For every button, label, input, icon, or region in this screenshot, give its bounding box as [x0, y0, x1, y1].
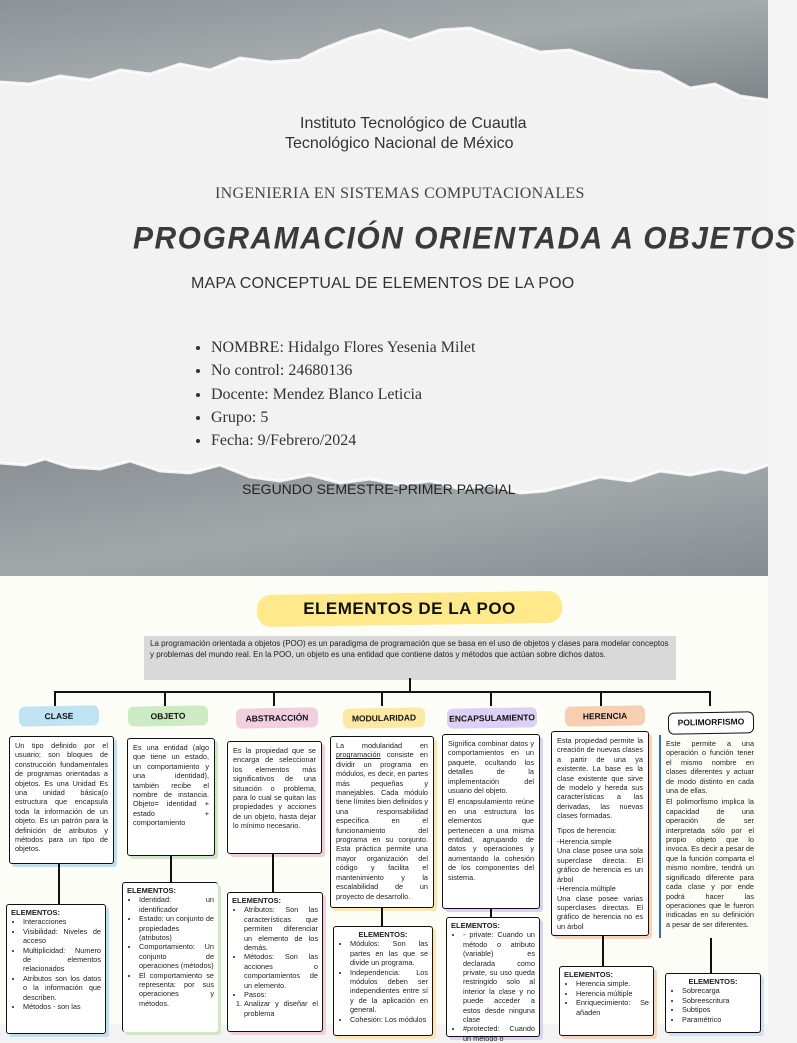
connector-objeto — [164, 691, 166, 706]
connector-abstraccion — [273, 691, 275, 706]
torn-paper-top — [0, 0, 768, 120]
abstraccion-steps-list: 1. Analizar y diseñar el problema — [232, 999, 318, 1018]
category-abstraccion: ABSTRACCIÓN — [236, 707, 318, 728]
card-encapsulamiento-elements: ELEMENTOS: • - private: Cuando un método o atributo (variable) es declarada como private, su uso queda restringido solo al interior la clase y no puede acceder a estos desde ninguna clase • #protected: Cuando un método o — [446, 917, 540, 1037]
student-info-list — [195, 336, 475, 452]
card-herencia-elements: ELEMENTOS: • Herencia simple. • Herencia múltiple • Enriquecimiento: Se añaden — [559, 966, 654, 1036]
page-title: PROGRAMACIÓN ORIENTADA A OBJETOS — [133, 221, 797, 256]
connector-root — [409, 678, 411, 691]
category-encapsulamiento: ENCAPSULAMIENTO — [447, 707, 537, 729]
card-modularidad-elements: ELEMENTOS: • Módulos: Son las partes en las que se divide un programa. • Independencia: Los módulos deben ser independientes entre sí y de la aplicación en general. • Cohesión: Los módulos — [333, 926, 433, 1036]
abstraccion-elements-list: • Atributos: Son las características que permiten diferenciar un elemento de los demás. • Métodos: Son las acciones o comportamientos de un elemento. • Pasos: — [232, 905, 318, 999]
info-date: • Fecha: 9/Febrero/2024 — [211, 429, 475, 452]
institute-name: Instituto Tecnológico de Cuautla — [300, 115, 527, 132]
info-name: • NOMBRE: Hidalgo Flores Yesenia Milet — [211, 336, 475, 359]
card-abstraccion-description: Es la propiedad que se encarga de seleccionar los elementos más significativos de una situación o problema, para lo cual se quitan las propiedades y acciones de un objeto, hasta dejar lo mínimo necesario. — [227, 741, 322, 854]
torn-paper-bottom — [0, 455, 768, 576]
concept-map — [0, 576, 768, 1043]
card-abstraccion-elements: ELEMENTOS: • Atributos: Son las características que permiten diferenciar un elemento de los demás. • Métodos: Son las acciones o comportamientos de un elemento. • Pasos: 1. Analizar y diseñar el problema — [227, 892, 323, 1032]
modularidad-elements-list: • Módulos: Son las partes en las que se divide un programa. • Independencia: Los módulos deben ser independientes entre sí y de la aplicación en general. • Cohesión: Los módulos — [338, 939, 428, 1024]
connector-polimorfismo — [709, 691, 711, 706]
card-polimorfismo-description: Este permite a una operación o función tener el mismo nombre en clases diferentes y actuar de modo distinto en cada una de ellas. El polimorfismo implica la capacidad de una operación de ser interpretada sólo por el propio objeto que lo invoca. Es decir a pesar de que la función comparta el mismo nombre, tendrá un significado diferente para cada clase y por ende podrá hacer las operaciones que le fueron indicadas en su definición a pesar de ser diferentes. — [659, 735, 759, 938]
info-group: • Grupo: 5 — [211, 406, 475, 429]
connector-encapsulamiento — [490, 691, 492, 706]
card-clase-elements: ELEMENTOS: • Interacciones • Visibilidad: Niveles de acceso • Multiplicidad: Numero de elementos relacionados • Atributos son los datos o la información que describen. • Métodos - son las — [6, 904, 106, 1034]
connector-modularidad-elements — [381, 908, 383, 926]
connector-clase-elements — [58, 864, 60, 904]
card-objeto-description: Es una entidad (algo que tiene un estado, un comportamiento y una identidad), también recibe el nombre de instancia. Objeto= identidad + estado + comportamiento — [127, 738, 215, 856]
card-polimorfismo-elements: ELEMENTOS: • Sobrecarga • Sobreescritura • Subtipos • Paramétrico — [665, 973, 761, 1033]
polimorfismo-elements-list: • Sobrecarga • Sobreescritura • Subtipos • Paramétrico — [670, 986, 756, 1024]
info-teacher: • Docente: Mendez Blanco Leticia — [211, 383, 475, 406]
category-objeto: OBJETO — [128, 705, 208, 726]
connector-encapsulamiento-elements — [490, 909, 492, 917]
category-polimorfismo: POLIMORFISMO — [668, 711, 754, 734]
career-name: INGENIERIA EN SISTEMAS COMPUTACIONALES — [215, 185, 585, 202]
connector-objeto-elements — [170, 856, 172, 884]
info-control: • No control: 24680136 — [211, 359, 475, 382]
category-clase: CLASE — [19, 705, 99, 726]
category-herencia: HERENCIA — [565, 705, 645, 726]
connector-herencia — [600, 691, 602, 706]
intro-box: La programación orientada a objetos (POO) es un paradigma de programación que se basa en el uso de objetos y clases para modelar conceptos y problemas del mundo real. En la POO, un objeto es una entidad que contiene datos y métodos que actúan sobre dichos datos. — [144, 636, 676, 680]
connector-clase — [54, 691, 56, 706]
card-clase-description: Un tipo definido por el usuario; son bloques de construcción fundamentales de programas orientadas a objetos. Es una Unidad Es una unidad básica(o estructura que encapsula toda la información de un objeto. Es un patrón para la definición de atributos y métodos para un tipo de objetos. — [9, 736, 114, 864]
connector-herencia-elements — [602, 936, 604, 966]
card-herencia-description: Esta propiedad permite la creación de nuevas clases a partir de una ya existente. La base es la clase existente que sirve de modelo y hereda sus características a las derivadas, las nuevas clases formadas. Tipos de herencia: -Herencia simple Una clase posee una sola superclase directa. El gráfico de herencia es un árbol -Herencia múltiple Una clase posee varias superclases directas. El gráfico de herencia no es un árbol — [551, 731, 649, 936]
connector-modularidad — [381, 691, 383, 706]
category-modularidad: MODULARIDAD — [343, 707, 425, 728]
card-objeto-elements: ELEMENTOS: • Identidad: un identificador • Estado: un conjunto de propiedades (atributos) • Comportamiento: Un conjunto de operaciones (métodos) • El comportamiento se representa: por sus operaciones y métodos. — [122, 882, 218, 1032]
map-title: ELEMENTOS DE LA POO — [303, 599, 516, 618]
card-encapsulamiento-description: Significa combinar datos y comportamientos en un paquete, ocultando los detalles de la implementación del usuario del objeto. El encapsulamiento reúne en una estructura los elementos que pertenecen a una misma entidad, agrupando de datos y operaciones y aumentando la cohesión de los componentes del sistema. — [442, 734, 540, 909]
page-subtitle: MAPA CONCEPTUAL DE ELEMENTOS DE LA POO — [191, 275, 575, 292]
clase-elements-list: • Interacciones • Visibilidad: Niveles de acceso • Multiplicidad: Numero de elementos relacionados • Atributos son los datos o la información que describen. • Métodos - son las — [11, 917, 101, 1011]
connector-polimorfismo-elements — [710, 938, 712, 973]
connector-abstraccion-elements — [272, 854, 274, 892]
encapsulamiento-elements-list: • - private: Cuando un método o atributo (variable) es declarada como private, su uso queda restringido solo al interior la clase y no puede acceder a estos desde ninguna clase • #protected: Cuando un método o — [451, 930, 535, 1043]
institute-network: Tecnológico Nacional de México — [285, 135, 514, 152]
programacion-link[interactable]: programación — [336, 750, 381, 760]
semester-label: SEGUNDO SEMESTRE-PRIMER PARCIAL — [242, 481, 516, 497]
card-modularidad-description: La modularidad en programación consiste en dividir un programa en módulos, es decir, en partes más pequeñas y manejables. Cada módulo tiene límites bien definidos y una responsabilidad específica en el funcionamiento del programa en su conjunto. Esta práctica permite una mayor organización del código y facilita el mantenimiento y la escalabilidad de un proyecto de desarrollo. — [330, 736, 434, 908]
herencia-elements-list: • Herencia simple. • Herencia múltiple • Enriquecimiento: Se añaden — [564, 979, 649, 1017]
objeto-elements-list: • Identidad: un identificador • Estado: un conjunto de propiedades (atributos) • Comportamiento: Un conjunto de operaciones (métodos) • El comportamiento se representa: por sus operaciones y métodos. — [127, 895, 214, 1008]
